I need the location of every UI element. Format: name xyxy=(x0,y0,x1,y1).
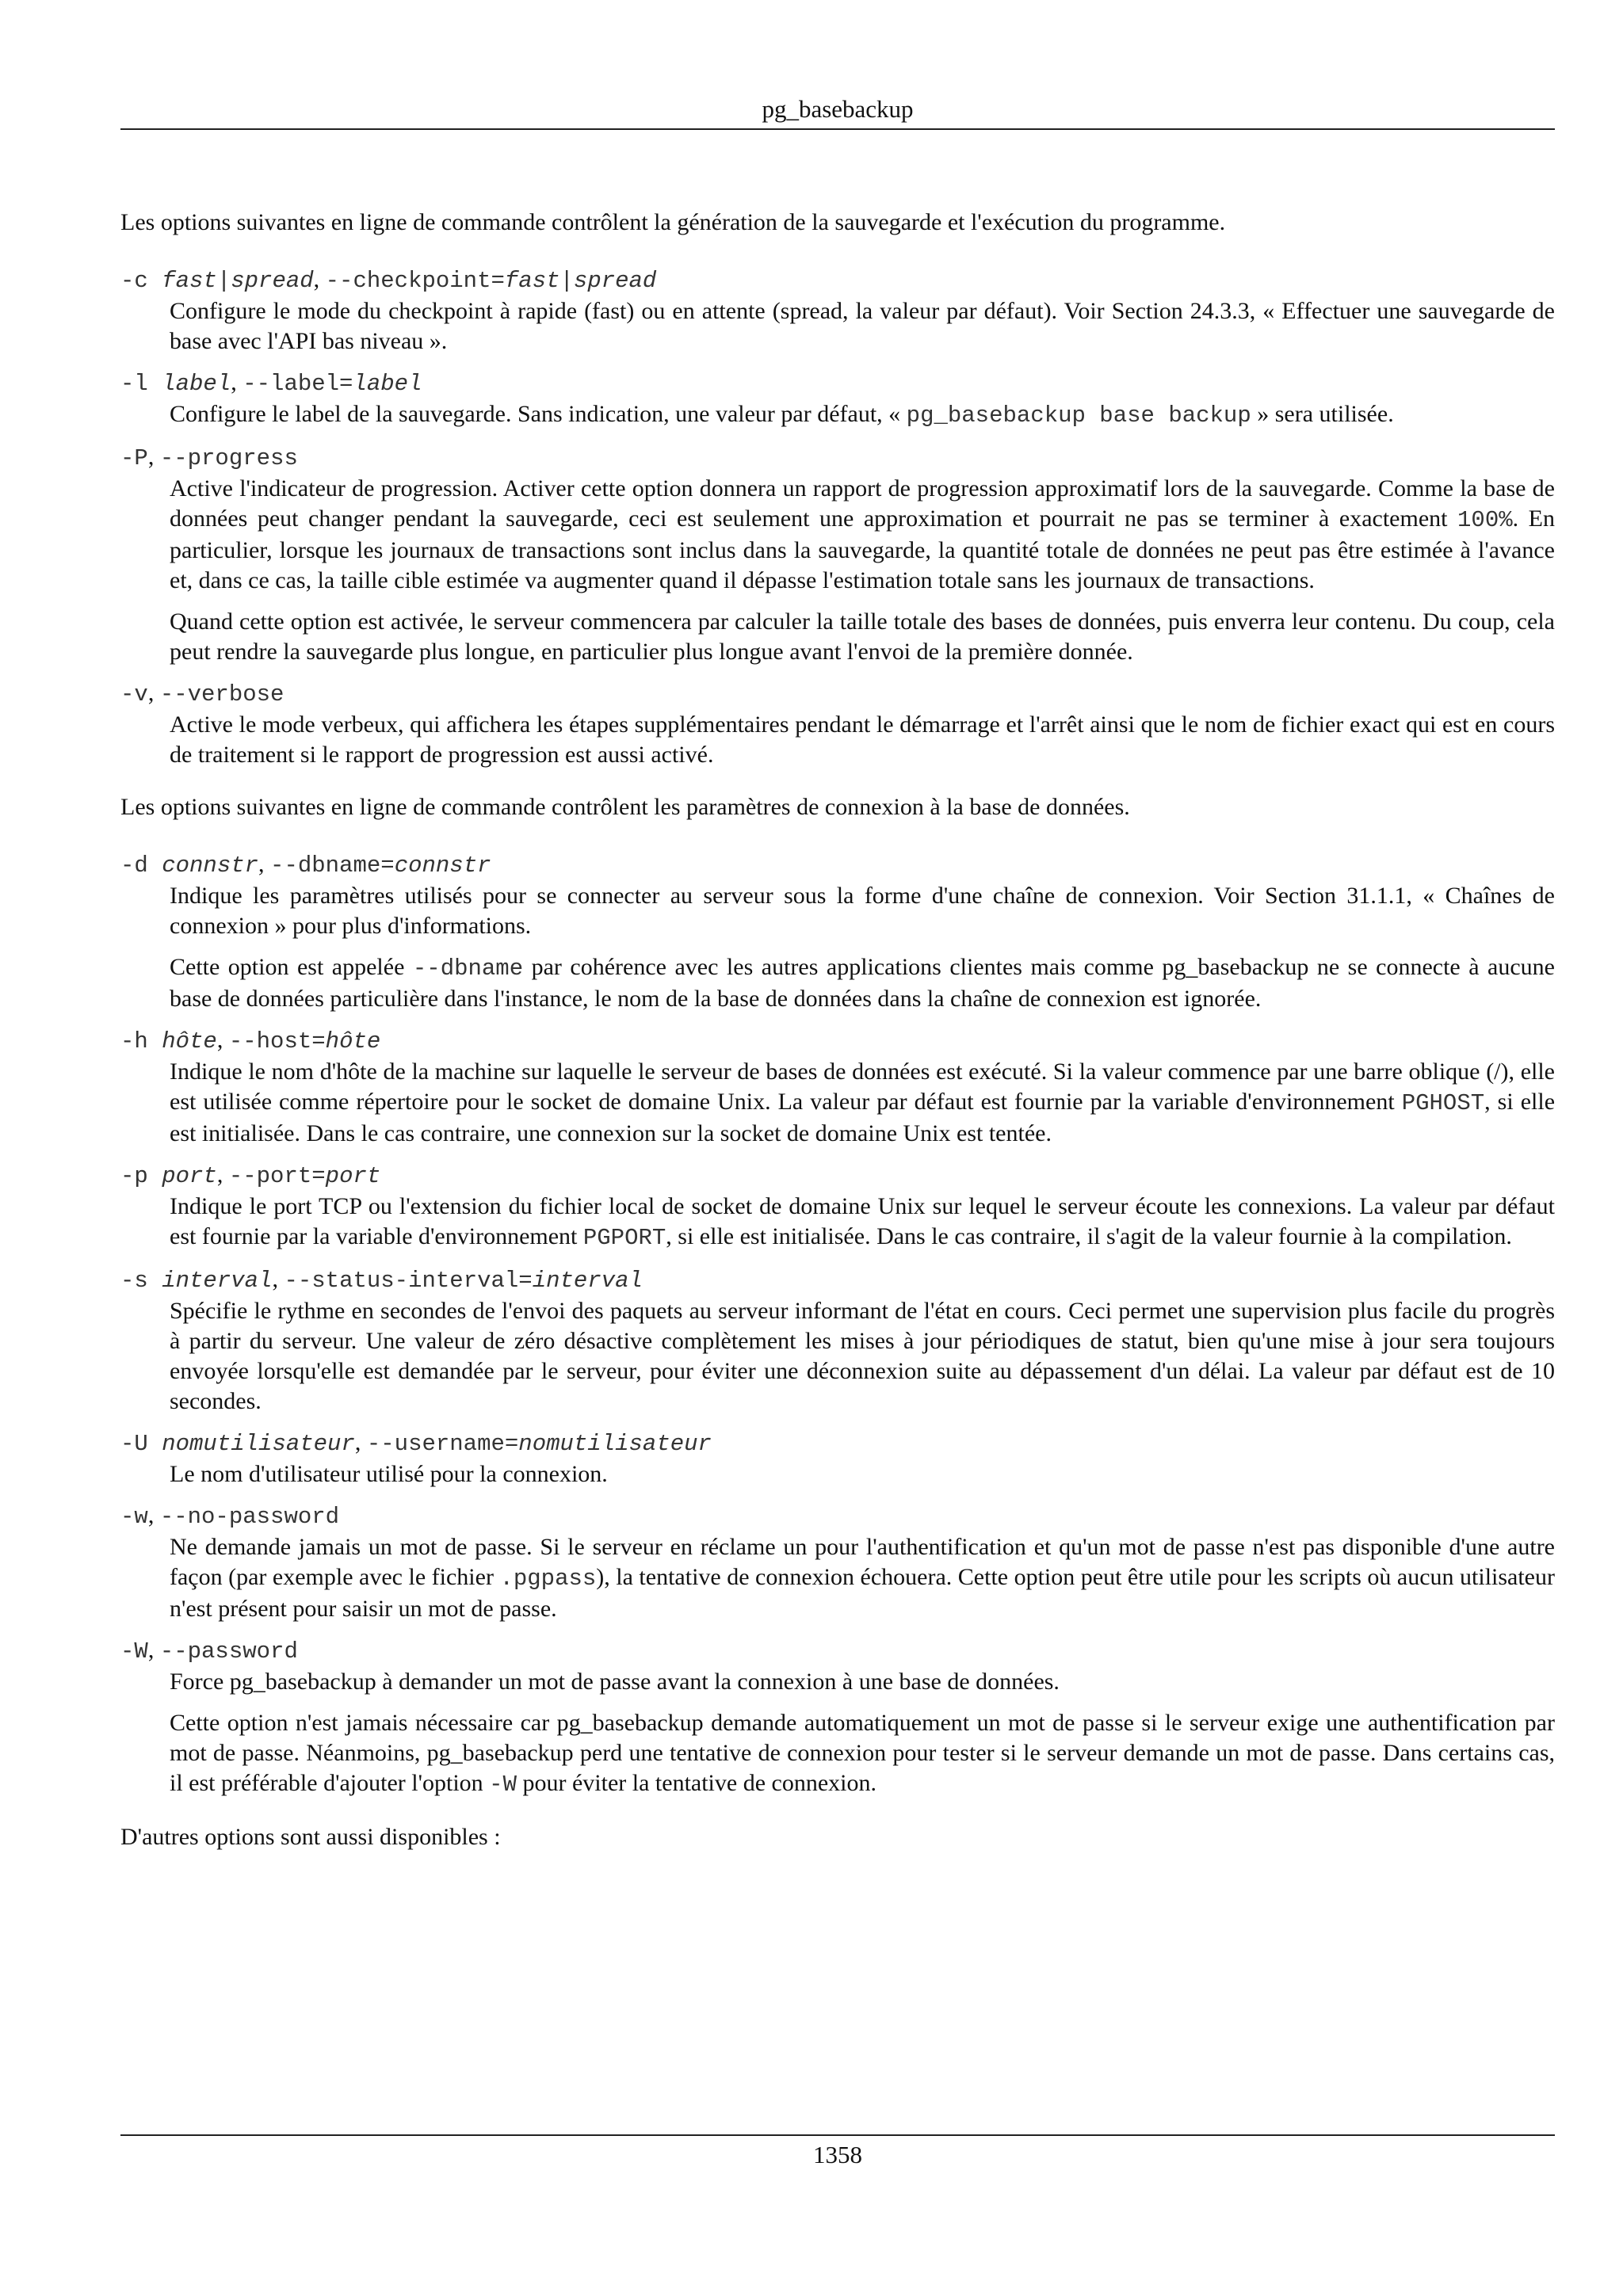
code-literal: -v xyxy=(120,681,148,707)
code-literal: -W xyxy=(120,1638,148,1665)
text-run: pour éviter la tentative de connexion. xyxy=(516,1770,876,1796)
text-run: , xyxy=(216,1027,229,1053)
text-run: , xyxy=(216,1161,229,1188)
option-argument: label xyxy=(353,371,422,397)
outro-paragraph: D'autres options sont aussi disponibles : xyxy=(120,1824,501,1850)
text-run: Configure le label de la sauvegarde. Sans indication, une valeur par défaut, « xyxy=(170,401,907,427)
option-entry xyxy=(120,265,1555,357)
document-page xyxy=(120,0,1555,2296)
option-description xyxy=(170,710,1555,770)
text-run: , xyxy=(147,680,160,706)
code-literal: PGHOST xyxy=(1401,1090,1485,1116)
header-rule xyxy=(120,128,1555,130)
code-literal: -d xyxy=(120,852,162,879)
code-literal: --password xyxy=(159,1638,298,1665)
option-argument: label xyxy=(162,371,231,397)
code-literal: -s xyxy=(120,1268,162,1294)
code-literal: pg_basebackup base backup xyxy=(906,402,1251,429)
option-term xyxy=(120,1264,1555,1296)
option-description xyxy=(170,952,1555,1014)
text-run: , xyxy=(147,444,160,470)
code-literal: --verbose xyxy=(159,681,285,707)
option-description xyxy=(170,1057,1555,1149)
option-entry xyxy=(120,368,1555,431)
text-run: . En particulier, lorsque les journaux de transactions sont inclus dans la sauvegarde, la quantité totale de données ne peut pas être estimée à l'avance et, dans ce cas, la taille cible estimée va augmenter quand il dépasse l'estimation totale sans les journaux de transactions. xyxy=(170,505,1555,593)
text-run: , xyxy=(231,369,243,395)
option-description xyxy=(170,399,1555,431)
code-literal: -h xyxy=(120,1028,162,1055)
text-run: , xyxy=(354,1429,367,1455)
option-list-generation xyxy=(120,265,1555,770)
option-argument: interval xyxy=(532,1268,643,1294)
option-entry xyxy=(120,442,1555,667)
option-term xyxy=(120,849,1555,881)
code-literal: --host= xyxy=(228,1028,326,1055)
text-run: Indique le port TCP ou l'extension du fichier local de socket de domaine Unix sur lequel le serveur écoute les connexions. La valeur par défaut est fournie par la variable d'environnement xyxy=(170,1193,1555,1249)
code-literal: -p xyxy=(120,1163,162,1189)
text-run: , si elle est initialisée. Dans le cas contraire, une connexion sur la socket de domaine Unix est tentée. xyxy=(170,1089,1556,1146)
option-entry xyxy=(120,678,1555,770)
running-header: pg_basebackup xyxy=(762,95,914,123)
option-term xyxy=(120,1160,1555,1192)
option-term xyxy=(120,442,1555,474)
option-argument: port xyxy=(325,1163,381,1189)
text-run: , xyxy=(147,1502,160,1528)
option-argument: fast|spread xyxy=(162,268,314,294)
option-term xyxy=(120,1635,1555,1667)
code-literal: -U xyxy=(120,1431,162,1457)
code-literal: --dbname xyxy=(412,955,524,982)
text-run: Active l'indicateur de progression. Activer cette option donnera un rapport de progression approximatif lors de la sauvegarde. Comme la base de données peut changer pendant la sauvegarde, ceci est seulement une approximation et pourrait ne pas se terminer à exactement xyxy=(170,475,1555,532)
option-entry xyxy=(120,1160,1555,1253)
text-run: Le nom d'utilisateur utilisé pour la connexion. xyxy=(170,1461,608,1487)
code-literal: --label= xyxy=(242,371,353,397)
text-run: ), la tentative de connexion échouera. Cette option peut être utile pour les scripts où aucun utilisateur n'est présent pour saisir un mot de passe. xyxy=(170,1564,1555,1622)
option-term xyxy=(120,1501,1555,1532)
intro-paragraph-2: Les options suivantes en ligne de commande contrôlent les paramètres de connexion à la base de données. xyxy=(120,794,1130,820)
code-literal: .pgpass xyxy=(499,1566,597,1592)
code-literal: --port= xyxy=(228,1163,326,1189)
text-run: , si elle est initialisée. Dans le cas contraire, il s'agit de la valeur fournie à la compilation. xyxy=(666,1223,1512,1249)
text-run: Cette option est appelée xyxy=(170,954,413,980)
option-argument: connstr xyxy=(394,852,491,879)
text-run: » sera utilisée. xyxy=(1251,401,1394,427)
option-description xyxy=(170,1667,1555,1697)
code-literal: 100% xyxy=(1457,507,1513,533)
text-run: par cohérence avec les autres applications clientes mais comme pg_basebackup ne se connecte à aucune base de données particulière dans l'instance, le nom de la base de données dans la chaîne de connexion est ignorée. xyxy=(170,954,1555,1012)
option-list-connection xyxy=(120,849,1555,1800)
option-entry xyxy=(120,1635,1555,1800)
footer-rule xyxy=(120,2134,1555,2136)
text-run: Configure le mode du checkpoint à rapide (fast) ou en attente (spread, la valeur par défaut). Voir Section 24.3.3, « Effectuer une sauvegarde de base avec l'API bas niveau ». xyxy=(170,298,1555,354)
option-argument: fast|spread xyxy=(504,268,657,294)
code-literal: -l xyxy=(120,371,162,397)
code-literal: PGPORT xyxy=(582,1225,666,1251)
code-literal: --dbname= xyxy=(270,852,395,879)
option-description xyxy=(170,296,1555,357)
text-run: Active le mode verbeux, qui affichera les étapes supplémentaires pendant le démarrage et l'arrêt ainsi que le nom de fichier exact qui est en cours de traitement si le rapport de progression est aussi activé. xyxy=(170,711,1555,768)
option-description xyxy=(170,1192,1555,1253)
option-description xyxy=(170,1296,1555,1417)
option-argument: connstr xyxy=(162,852,259,879)
option-entry xyxy=(120,849,1555,1014)
code-literal: -w xyxy=(120,1504,148,1530)
text-run: , xyxy=(147,1637,160,1663)
option-argument: nomutilisateur xyxy=(518,1431,712,1457)
page-number: 1358 xyxy=(813,2141,862,2168)
intro-paragraph-1: Les options suivantes en ligne de commande contrôlent la génération de la sauvegarde et l'exécution du programme. xyxy=(120,209,1226,235)
option-argument: interval xyxy=(162,1268,273,1294)
code-literal: --no-password xyxy=(159,1504,340,1530)
code-literal: -c xyxy=(120,268,162,294)
option-description xyxy=(170,474,1555,596)
option-entry xyxy=(120,1264,1555,1417)
option-description xyxy=(170,881,1555,941)
code-literal: -P xyxy=(120,445,148,471)
option-term xyxy=(120,678,1555,710)
text-run: Quand cette option est activée, le serveur commencera par calculer la taille totale des bases de données, puis enverra leur contenu. Du coup, cela peut rendre la sauvegarde plus longue, en particulier plus longue avant l'envoi de la première donnée. xyxy=(170,608,1555,665)
option-entry xyxy=(120,1025,1555,1149)
option-argument: hôte xyxy=(325,1028,381,1055)
text-run: Ne demande jamais un mot de passe. Si le serveur en réclame un pour l'authentification et qu'un mot de passe n'est pas disponible d'une autre façon (par exemple avec le fichier xyxy=(170,1534,1555,1590)
text-run: , xyxy=(313,266,326,292)
text-run: Indique le nom d'hôte de la machine sur laquelle le serveur de bases de données est exécuté. Si la valeur commence par une barre oblique (/), elle est utilisée comme répertoire pour le socket de domaine Unix. La valeur par défaut est fournie par la variable d'environnement xyxy=(170,1058,1555,1115)
option-description xyxy=(170,1708,1555,1800)
option-term xyxy=(120,1025,1555,1057)
text-run: Spécifie le rythme en secondes de l'envoi des paquets au serveur informant de l'état en cours. Ceci permet une supervision plus facile du progrès à partir du serveur. Une valeur de zéro désactive complètement les mises à jour périodiques de statut, bien qu'une mise à jour sera toujours envoyée lorsqu'elle est demandée par le serveur, pour éviter une déconnexion suite au dépassement d'un délai. La valeur par défaut est de 10 secondes. xyxy=(170,1298,1555,1414)
option-argument: port xyxy=(162,1163,217,1189)
code-literal: --status-interval= xyxy=(284,1268,533,1294)
option-entry xyxy=(120,1428,1555,1489)
option-description xyxy=(170,607,1555,667)
code-literal: -W xyxy=(489,1772,517,1798)
option-term xyxy=(120,368,1555,399)
code-literal: --progress xyxy=(159,445,298,471)
text-run: , xyxy=(272,1266,285,1292)
option-argument: hôte xyxy=(162,1028,217,1055)
page-content xyxy=(120,208,1555,1852)
text-run: Force pg_basebackup à demander un mot de passe avant la connexion à une base de données. xyxy=(170,1669,1060,1695)
text-run: , xyxy=(258,851,271,877)
text-run: Cette option n'est jamais nécessaire car pg_basebackup demande automatiquement un mot de passe si le serveur exige une authentification par mot de passe. Néanmoins, pg_basebackup perd une tentative de connexion pour tester si le serveur demande un mot de passe. Dans certains cas, il est préférable d'ajouter l'option xyxy=(170,1710,1555,1796)
code-literal: --checkpoint= xyxy=(325,268,505,294)
code-literal: --username= xyxy=(366,1431,519,1457)
option-term xyxy=(120,265,1555,296)
option-description xyxy=(170,1532,1555,1624)
option-entry xyxy=(120,1501,1555,1624)
option-term xyxy=(120,1428,1555,1459)
option-argument: nomutilisateur xyxy=(162,1431,355,1457)
text-run: Indique les paramètres utilisés pour se connecter au serveur sous la forme d'une chaîne de connexion. Voir Section 31.1.1, « Chaînes de connexion » pour plus d'informations. xyxy=(170,883,1555,939)
option-description xyxy=(170,1459,1555,1489)
